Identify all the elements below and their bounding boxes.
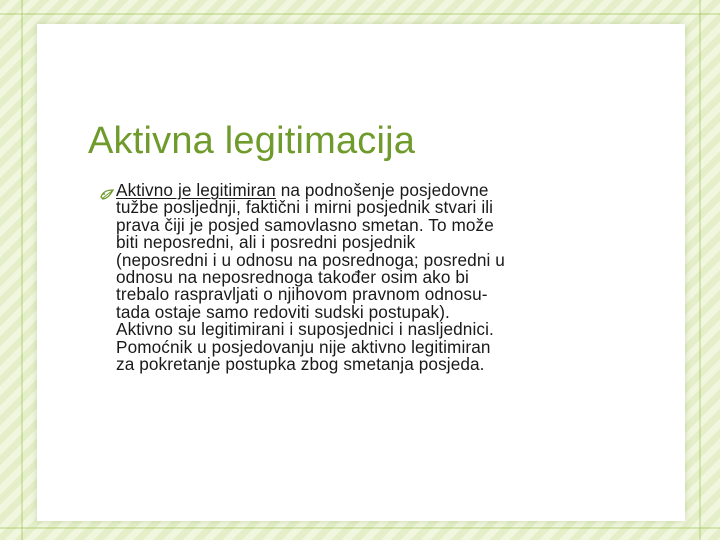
- body-text: [116, 182, 616, 373]
- body-line-1-rest: na podnošenje posjedovne: [275, 180, 489, 200]
- decorative-leaf-bullet-icon: [100, 188, 114, 202]
- body-line: Pomoćnik u posjedovanju nije aktivno legitimiran: [116, 336, 491, 357]
- body-line: Aktivno su legitimirani i suposjednici i nasljednici.: [116, 319, 494, 340]
- body-line: trebalo raspravljati o njihovom pravnom odnosu-: [116, 284, 488, 305]
- slide-title: Aktivna legitimacija: [88, 120, 416, 162]
- body-line: tada ostaje samo redoviti sudski postupak).: [116, 301, 450, 322]
- body-emphasis: Aktivno je legitimiran: [116, 180, 276, 200]
- body-line: tužbe posljednji, faktični i mirni posjednik stvari ili: [116, 197, 494, 218]
- body-line: odnosu na neposrednoga također osim ako bi: [116, 267, 469, 288]
- body-line: biti neposredni, ali i posredni posjednik: [116, 232, 416, 253]
- body-line: prava čiji je posjed samovlasno smetan. To može: [116, 214, 494, 235]
- body-line: (neposredni i u odnosu na posrednoga; posredni u: [116, 249, 505, 270]
- body-line: za pokretanje postupka zbog smetanja posjeda.: [116, 354, 485, 375]
